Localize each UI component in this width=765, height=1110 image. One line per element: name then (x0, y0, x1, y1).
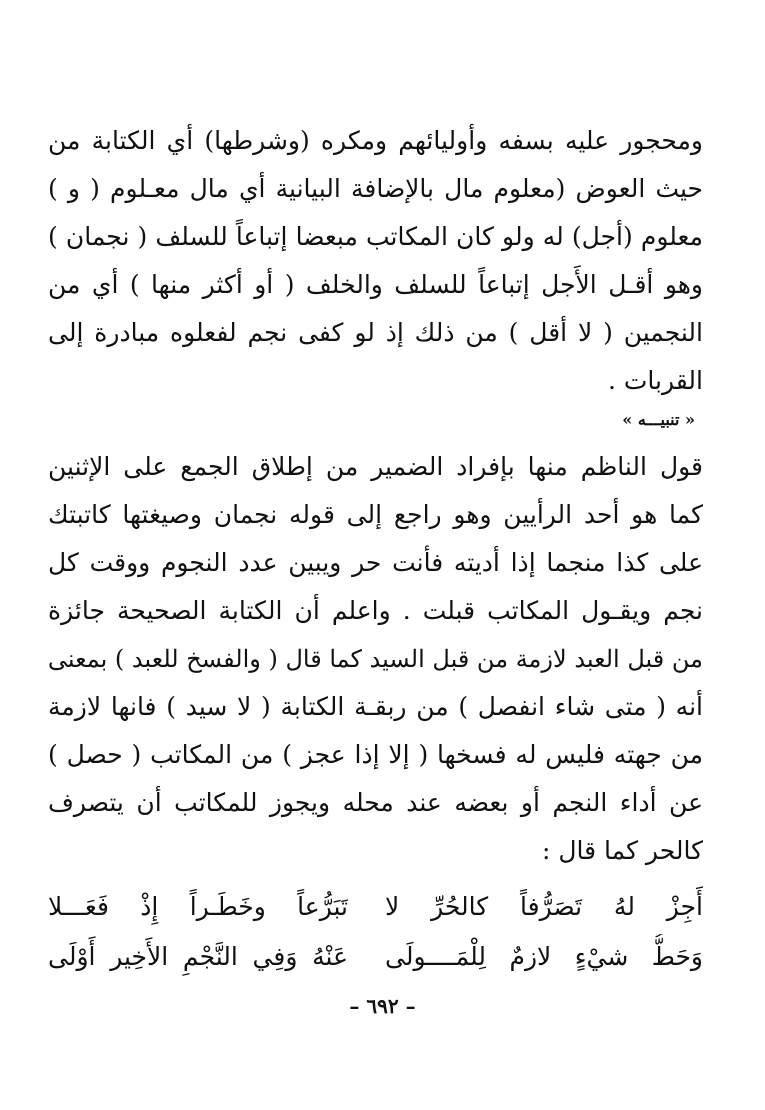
text-line: قول الناظم منها بإفراد الضمير من إطلاق الجمع على الإثنين (48, 452, 703, 481)
paragraph-1 (48, 117, 703, 405)
text-line: من جهته فليس له فسخها ( إلا إذا عجز ) من المكاتب ( حصل ) (48, 740, 703, 769)
text-line: النجمين ( لا أقل ) من ذلك إذ لو كفى نجم لفعلوه مبادرة إلى (48, 318, 703, 347)
section-heading: « تنبيـــه » (622, 410, 695, 429)
paragraph-2 (48, 443, 703, 875)
text-line: حيث العوض (معلوم مال بالإضافة البيانية أي مال معـلوم ( و ) (48, 174, 703, 203)
text-line: على كذا منجما إذا أديته فأنت حر ويبين عدد النجوم ووقت كل (48, 548, 703, 577)
verse-line (48, 934, 703, 980)
verse-second-hemistich: عَنْهُ وَفِي النَّجْمِ الأَخِير أَوْلَى (48, 942, 348, 971)
text-line: عن أداء النجم أو بعضه عند محله ويجوز للمكاتب أن يتصرف (48, 788, 703, 817)
text-line: نجم ويقـول المكاتب قبلت . واعلم أن الكتابة الصحيحة جائزة (48, 596, 703, 625)
text-line: أنه ( متى شاء انفصل ) من ربقـة الكتابة ( لا سيد ) فانها لازمة (48, 692, 703, 721)
verse-line (48, 884, 703, 930)
page-number: – ٦٩٢ – (349, 994, 416, 1018)
text-line: كالحر كما قال : (541, 836, 703, 865)
text-line: معلوم (أجل) له ولو كان المكاتب مبعضا إتباعاً للسلف ( نجمان ) (48, 222, 703, 251)
verse-first-hemistich: وَحَطُّ شيْءٍ لازمٌ لِلْمَــــولَى (385, 942, 703, 971)
text-line: القربات . (607, 366, 703, 395)
text-line: وهو أقـل الأَجل إتباعاً للسلف والخلف ( أو أكثر منها ) أي من (48, 270, 703, 299)
verse-second-hemistich: تَبَرُّعاً وخَطَـراً إِذْ فَعَـــلا (48, 892, 348, 921)
text-line: من قبل العبد لازمة من قبل السيد كما قال ( والفسخ للعبد ) بمعنى (48, 645, 703, 673)
text-line: كما هو أحد الرأيين وهو راجع إلى قوله نجمان وصيغتها كاتبتك (48, 500, 703, 529)
verse-first-hemistich: أَجِزْ لهُ تَصَرُّفاً كالحُرِّ لا (385, 892, 703, 921)
text-line: ومحجور عليه بسفه وأوليائهم ومكره (وشرطها) أي الكتابة من (48, 126, 703, 155)
